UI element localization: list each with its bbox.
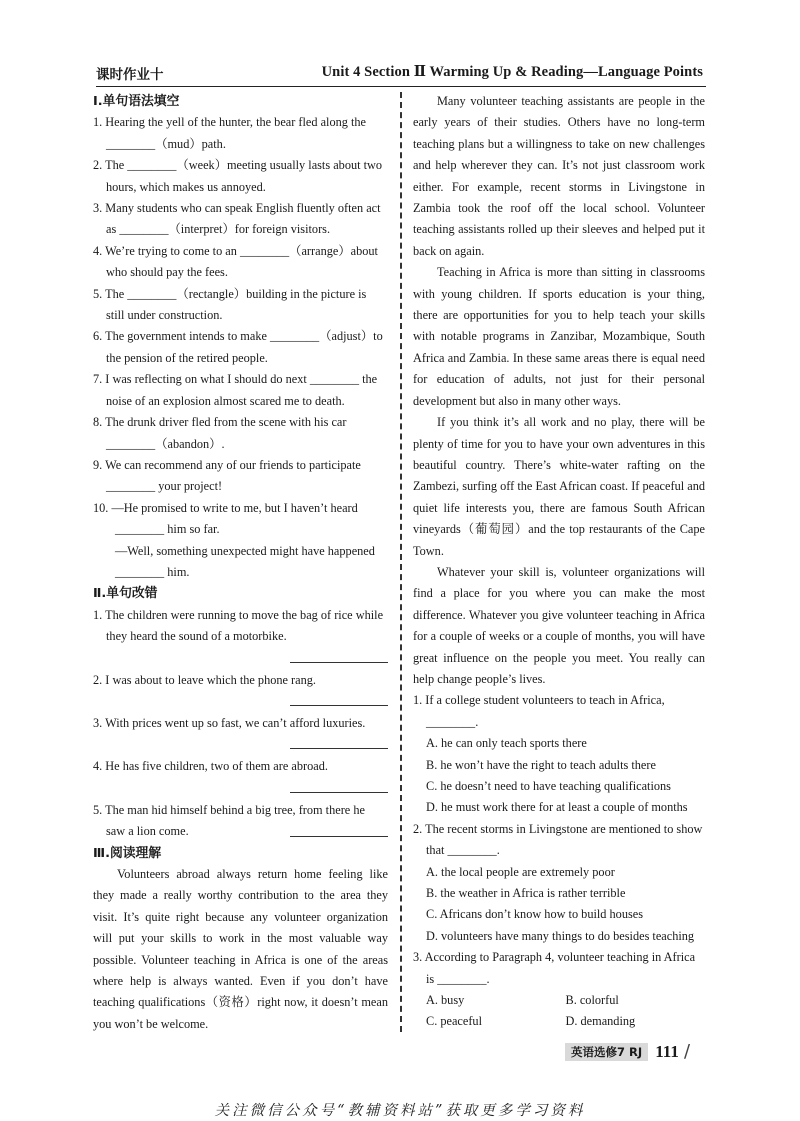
correction-answer-line-1[interactable] (93, 648, 388, 670)
q2-option-b[interactable]: B. the weather in Africa is rather terrible (426, 886, 626, 901)
q2-option-a[interactable]: A. the local people are extremely poor (426, 864, 615, 879)
correction-question-3: 3. With prices went up so fast, we can’t afford luxuries. (93, 715, 366, 730)
correction-question-4: 4. He has five children, two of them are abroad. (93, 759, 328, 774)
header-rule (96, 86, 706, 87)
column-divider (400, 92, 402, 1032)
reading-question-2: 2. The recent storms in Livingstone are mentioned to show that ________. (413, 821, 703, 858)
grammar-question-7: 7. I was reflecting on what I should do next ________ the noise of an explosion almost scared me to death. (93, 372, 378, 408)
reading-paragraph-3: Teaching in Africa is more than sitting in classrooms with young children. If sports education is your thing, there are opportunities for you to help teach your skills with notable programs in Zanzibar, Mozambique, South Africa and Zambia. In these same areas there is equal need for education of adults, not just for their personal development but also in many other ways. (413, 265, 705, 408)
grammar-question-1: 1. Hearing the yell of the hunter, the bear fled along the ________（mud）path. (93, 115, 367, 151)
footer-promo-note: 关注微信公众号“教辅资料站”获取更多学习资料 (214, 1103, 586, 1119)
reading-question-3: 3. According to Paragraph 4, volunteer teaching in Africa is ________. (413, 950, 696, 986)
correction-question-1: 1. The children were running to move the bag of rice while they heard the sound of a motorbike. (93, 607, 384, 644)
reading-paragraph-1: Volunteers abroad always return home feeling like they made a really worthy contribution to the area they visit. It’s quite right because any volunteer organization will put your skills to work in the most valuable way possible. Volunteer teaching in Africa is one of the areas where help is always wanted. Even if you don’t have teaching qualifications（资格）right now, it doesn’t mean you won’t be welcome. (93, 867, 388, 1031)
q1-option-d[interactable]: D. he must work there for at least a couple of months (426, 800, 688, 815)
correction-question-5-cont: saw a lion come. (93, 821, 388, 842)
grammar-question-3: 3. Many students who can speak English fluently often act as ________（interpret）for foreign visitors. (93, 201, 381, 237)
grammar-question-2: 2. The ________（week）meeting usually lasts about two hours, which makes us annoyed. (93, 158, 383, 194)
q1-option-a[interactable]: A. he can only teach sports there (426, 736, 587, 751)
reading-question-1: 1. If a college student volunteers to teach in Africa, ________. (413, 693, 665, 729)
section-3-title: Ⅲ.阅读理解 (93, 845, 162, 861)
q1-option-b[interactable]: B. he won’t have the right to teach adults there (426, 757, 656, 772)
correction-answer-line-3[interactable] (93, 734, 388, 756)
q3-option-a[interactable]: A. busy (426, 993, 465, 1008)
q2-option-d[interactable]: D. volunteers have many things to do besides teaching (426, 928, 695, 943)
lesson-title: 课时作业十 (96, 67, 164, 83)
grammar-question-4: 4. We’re trying to come to an ________（arrange）about who should pay the fees. (93, 243, 378, 280)
unit-title: Unit 4 Section Ⅱ Warming Up & Reading—Language Points (321, 64, 703, 80)
q3-option-c[interactable]: C. peaceful (426, 1014, 482, 1029)
left-column (93, 91, 388, 1035)
q3-option-d[interactable]: D. demanding (565, 1014, 636, 1029)
q3-options-row-1 (413, 990, 705, 1011)
correction-question-2: 2. I was about to leave which the phone rang. (93, 672, 316, 687)
q2-option-c[interactable]: C. Africans don’t know how to build houses (426, 907, 644, 922)
correction-answer-line-2[interactable] (93, 691, 388, 713)
page-slash: / (683, 1041, 691, 1062)
correction-answer-line-5[interactable] (290, 821, 388, 837)
section-2-title: Ⅱ.单句改错 (93, 586, 158, 602)
grammar-question-8: 8. The drunk driver fled from the scene with his car ________（abandon）. (93, 415, 347, 451)
section-1-title: Ⅰ.单句语法填空 (93, 94, 180, 109)
grammar-question-9: 9. We can recommend any of our friends to participate ________ your project! (93, 457, 361, 494)
book-label: 英语选修7 RJ (565, 1043, 648, 1061)
q3-option-b[interactable]: B. colorful (565, 993, 619, 1008)
grammar-question-6: 6. The government intends to make ________（adjust）to the pension of the retired people. (93, 329, 383, 365)
page-number: 111 (655, 1041, 679, 1061)
q1-option-c[interactable]: C. he doesn’t need to have teaching qualifications (426, 779, 671, 793)
reading-paragraph-4: If you think it’s all work and no play, there will be plenty of time for you to have your own adventures in this beautiful country. There’s white-water rafting on the Zambezi, surfing off the East African coast. If peaceful and quiet life interests you, there are famous South African vineyards（葡萄园）and the top restaurants of the Cape Town. (413, 415, 705, 558)
page-tag (565, 1041, 690, 1062)
reading-paragraph-2: Many volunteer teaching assistants are people in the early years of their studies. Others have no long-term teaching plans but a willingness to take on new challenges and help wherever they can. It’s not just classroom work either. For example, recent storms in Livingstone in Zambia took the roof off the local school. Volunteer teaching assistants rolled up their sleeves and helped put it back on again. (413, 94, 705, 258)
correction-answer-line-4[interactable] (93, 778, 388, 800)
grammar-question-10: 10. —He promised to write to me, but I haven’t heard ________ him so far. —Well, something unexpected might have happened ________ him. (93, 500, 375, 579)
correction-question-5: 5. The man hid himself behind a big tree, from there he (93, 802, 365, 817)
q3-options-row-2 (413, 1011, 705, 1032)
grammar-question-5: 5. The ________（rectangle）building in the picture is still under construction. (93, 286, 367, 323)
right-column (413, 91, 705, 1033)
reading-paragraph-5: Whatever your skill is, volunteer organizations will find a place for you where you can make the most difference. Whatever you give volunteer teaching in Africa for a couple of weeks or a couple of months, you will have great influence on the people you meet. You really can help change people’s lives. (413, 564, 705, 686)
